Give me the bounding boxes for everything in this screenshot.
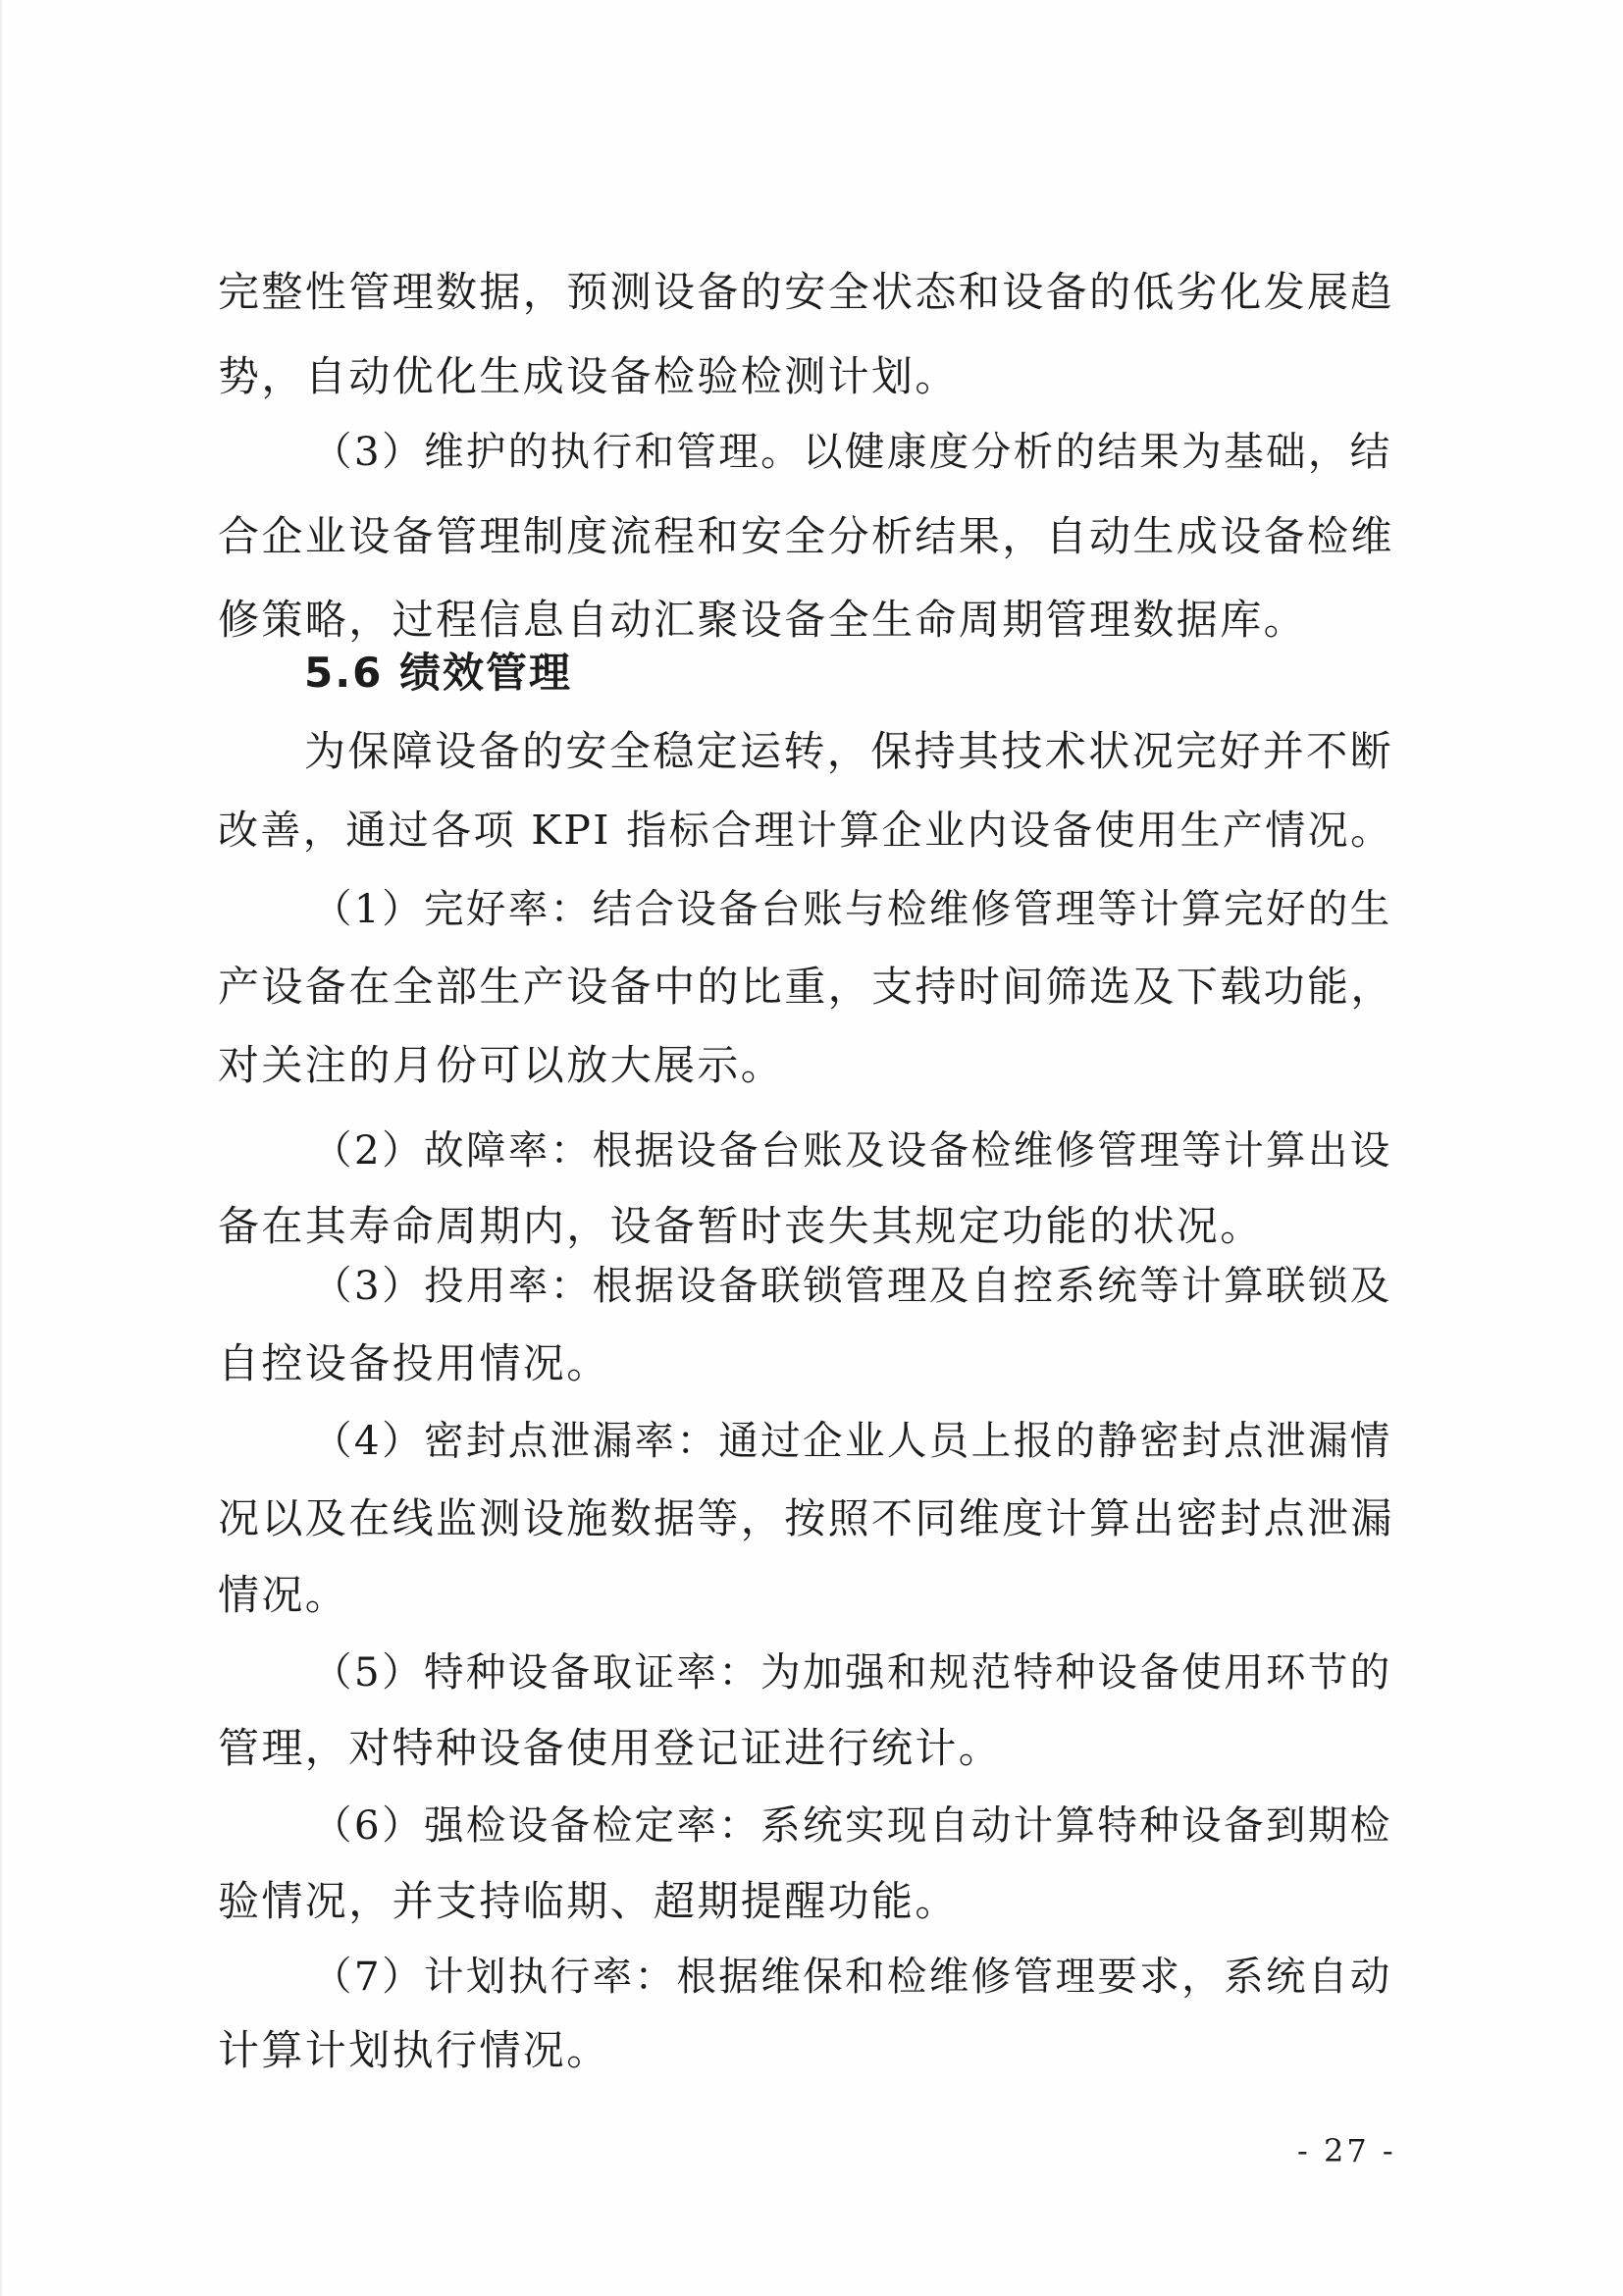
text-line: （6）强检设备检定率：系统实现自动计算特种设备到期检 (312, 1801, 1392, 1849)
text-line: 势，自动优化生成设备检验检测计划。 (218, 352, 959, 400)
text-line: 计算计划执行情况。 (218, 2026, 610, 2074)
text-line: 改善，通过各项 KPI 指标合理计算企业内设备使用生产情况。 (218, 807, 1393, 854)
text-line: （4）密封点泄漏率：通过企业人员上报的静密封点泄漏情 (312, 1417, 1392, 1464)
text-line: （3）投用率：根据设备联锁管理及自控系统等计算联锁及 (312, 1262, 1392, 1309)
text-line: 况以及在线监测设施数据等，按照不同维度计算出密封点泄漏 (218, 1494, 1394, 1542)
text-line: 自控设备投用情况。 (218, 1339, 610, 1387)
text-line: 管理，对特种设备使用登记证进行统计。 (218, 1724, 1003, 1772)
scan-edge (0, 0, 3, 2296)
text-line: 合企业设备管理制度流程和安全分析结果，自动生成设备检维 (218, 512, 1394, 560)
text-line: 备在其寿命周期内，设备暂时丧失其规定功能的状况。 (218, 1202, 1264, 1250)
section-heading: 5.6 绩效管理 (304, 649, 573, 697)
text-line: （2）故障率：根据设备台账及设备检维修管理等计算出设 (312, 1126, 1392, 1174)
text-line: （1）完好率：结合设备台账与检维修管理等计算完好的生 (312, 885, 1392, 932)
text-line: （5）特种设备取证率：为加强和规范特种设备使用环节的 (312, 1648, 1392, 1696)
text-line: 修策略，过程信息自动汇聚设备全生命周期管理数据库。 (218, 596, 1308, 644)
text-line: （7）计划执行率：根据维保和检维修管理要求，系统自动 (312, 1953, 1392, 2000)
text-line: （3）维护的执行和管理。以健康度分析的结果为基础，结 (312, 428, 1392, 475)
text-line: 验情况，并支持临期、超期提醒功能。 (218, 1877, 959, 1925)
text-line: 为保障设备的安全稳定运转，保持其技术状况完好并不断 (304, 727, 1394, 775)
text-line: 产设备在全部生产设备中的比重，支持时间筛选及下载功能， (218, 963, 1394, 1011)
text-line: 情况。 (218, 1571, 349, 1619)
text-line: 完整性管理数据，预测设备的安全状态和设备的低劣化发展趋 (218, 268, 1394, 316)
text-line: 对关注的月份可以放大展示。 (218, 1041, 785, 1089)
page-number: - 27 - (1297, 2132, 1396, 2169)
